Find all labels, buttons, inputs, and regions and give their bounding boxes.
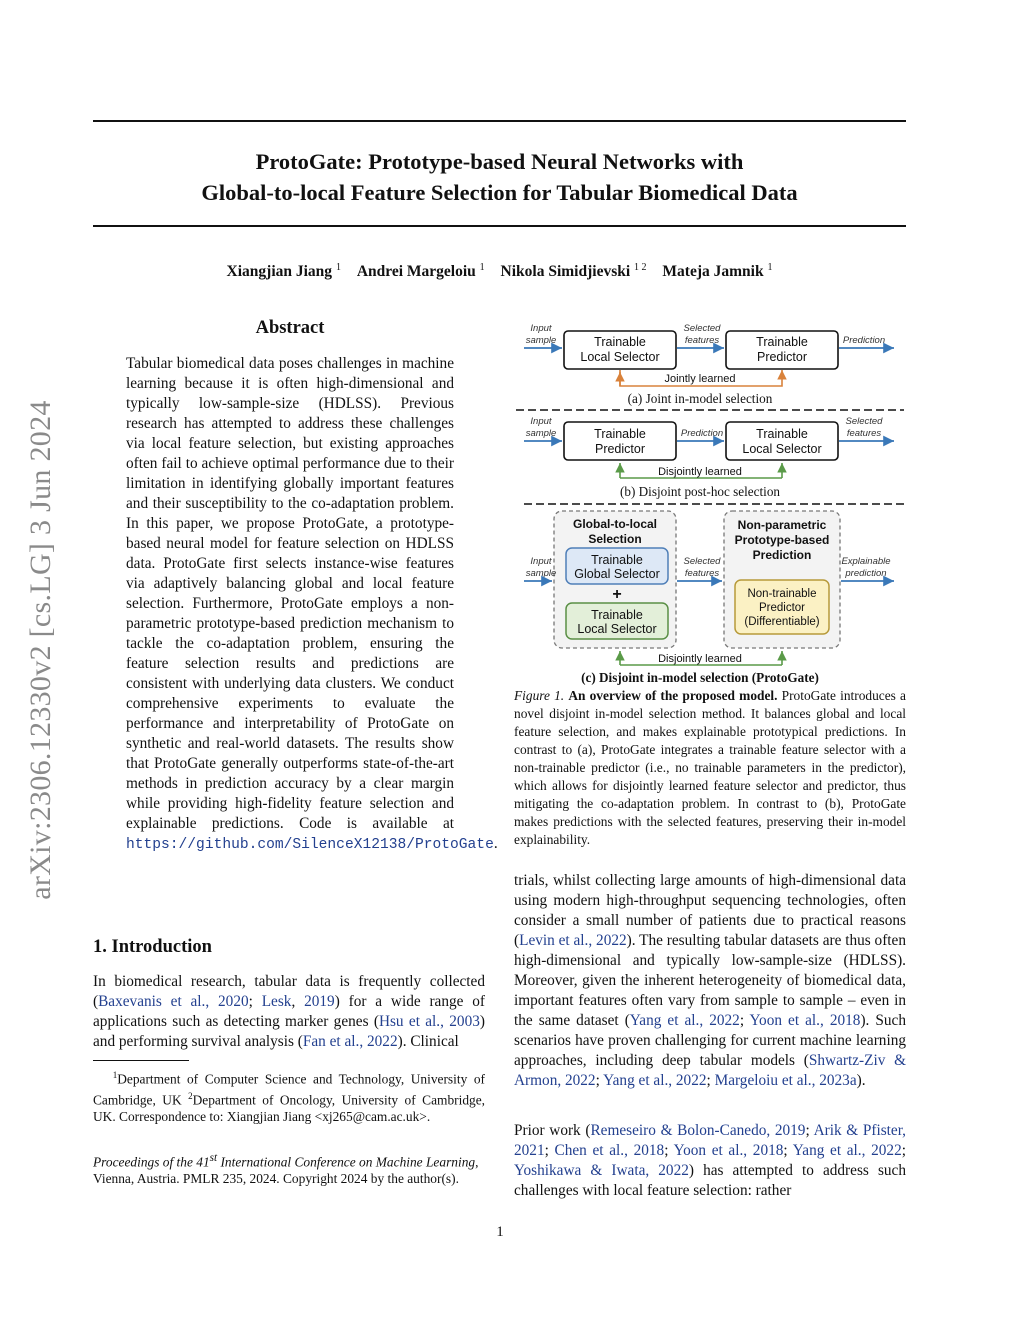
svg-text:sample: sample <box>525 428 557 439</box>
svg-text:Trainable: Trainable <box>594 427 646 441</box>
svg-text:Selected: Selected <box>683 556 721 567</box>
abstract-heading: Abstract <box>255 318 325 338</box>
citation-link[interactable]: Baxevanis et al., 2020 <box>98 993 249 1010</box>
svg-text:Local Selector: Local Selector <box>580 350 660 364</box>
svg-text:prediction: prediction <box>845 568 887 579</box>
citation-link[interactable]: Yang et al., 2022 <box>603 1072 707 1089</box>
input-label-line: Input <box>530 323 552 334</box>
disjointly-learned-label: Disjointly learned <box>658 466 742 478</box>
citation-link[interactable]: Yang et al., 2022 <box>629 1012 740 1029</box>
author <box>227 263 341 280</box>
abstract-text: Tabular biomedical data poses challenges in machine learning because it is often high-dimensional and typically low-sample-size (HDLSS). Previous research has attempted to address these challenges via local feature selection, but existing approaches often fail to achieve optimal performance due to their limitation in identifying globally important features and their susceptibility to the co-adaptation problem. In this paper, we propose ProtoGate, a prototype-based neural model for feature selection on HDLSS data. ProtoGate first selects instance-wise features via adaptively balancing global and local feature selection. Furthermore, ProtoGate employs a non-parametric prototype-based prediction mechanism to tackle the co-adaptation problem, ensuring the feature selection results and predictions are consistent with underlying data clusters. We conduct comprehensive experiments to evaluate the performance and interpretability of ProtoGate on synthetic and real-world datasets. The results show that ProtoGate generally outperforms state-of-the-art methods in prediction accuracy by a clear margin while providing high-fidelity feature selection and explainable predictions. Code is available at <box>126 355 454 832</box>
svg-text:+: + <box>612 586 622 603</box>
svg-text:features: features <box>684 335 720 346</box>
svg-text:Local Selector: Local Selector <box>577 622 657 636</box>
citation-link[interactable]: 2019 <box>304 993 335 1010</box>
panel-a <box>524 323 894 406</box>
caption-text: ProtoGate introduces a novel disjoint in-model selection method. It balances global and local feature selection, and makes explainable prototypical predictions. In contrast to (a), ProtoGate integrates a trainable feature selector with a non-trainable predictor (i.e., no trainable parameters in the predictor), which allows for disjointly learned feature selector and predictor, thus mitigating the co-adaptation problem. In contrast to (b), ProtoGate makes predictions with the selected features, preserving their in-model explainability. <box>514 688 906 847</box>
svg-text:Prediction: Prediction <box>752 548 812 562</box>
intro-paragraph-2: trials, whilst collecting large amounts of high-dimensional data using modern high-throughput sequencing technologies, often consider a small number of patients due to practical reasons (Levin et al., 2022). The resulting tabular datasets are thus often high-dimensional and typically low-sample-size (HDLSS). Moreover, given the inherent heterogeneity of biomedical data, important features often vary from sample to sample – even in the same dataset (Yang et al., 2022; Yoon et al., 2018). Such scenarios have proven challenging for current machine learning approaches, including deep tabular models (Shwartz-Ziv & Armon, 2022; Yang et al., 2022; Margeloiu et al., 2023a). <box>514 872 907 1089</box>
disjointly-learned-label: Disjointly learned <box>658 653 742 665</box>
title-line-1: ProtoGate: Prototype-based Neural Networks with <box>255 149 744 174</box>
page-number: 1 <box>496 1224 504 1240</box>
svg-text:Predictor: Predictor <box>758 602 806 614</box>
svg-text:Predictor: Predictor <box>756 350 808 364</box>
footnote-rule <box>93 1060 189 1061</box>
section-heading-introduction: 1. Introduction <box>93 937 212 957</box>
citation-link[interactable]: Remeseiro & Bolon-Canedo, 2019 <box>590 1122 806 1139</box>
author-affiliation: 1 <box>767 262 773 273</box>
citation-link[interactable]: Lesk <box>261 993 292 1010</box>
svg-text:Local Selector: Local Selector <box>742 442 822 456</box>
author-list <box>93 262 906 281</box>
author-name: Andrei Margeloiu <box>356 263 476 281</box>
svg-text:Prediction: Prediction <box>842 335 886 346</box>
code-link[interactable]: https://github.com/SilenceX12138/ProtoGate <box>126 837 494 853</box>
svg-text:features: features <box>846 428 882 439</box>
svg-text:Selected: Selected <box>845 416 883 427</box>
svg-text:Selection: Selection <box>588 532 642 546</box>
svg-text:Input: Input <box>530 556 552 567</box>
citation-link[interactable]: Arik & Pfister, 2021 <box>514 1122 906 1159</box>
svg-text:(Differentiable): (Differentiable) <box>744 616 820 628</box>
svg-text:Prediction: Prediction <box>680 428 724 439</box>
svg-text:Global Selector: Global Selector <box>574 567 660 581</box>
input-label-line: sample <box>525 335 557 346</box>
svg-text:Trainable: Trainable <box>756 335 808 349</box>
citation-link[interactable]: Fan et al., 2022 <box>302 1033 398 1050</box>
citation-link[interactable]: Yoon et al., 2018 <box>673 1142 784 1159</box>
author-name: Mateja Jamnik <box>662 263 764 281</box>
author-affiliation: 1 <box>479 262 485 273</box>
intro-paragraph-1: In biomedical research, tabular data is frequently collected (Baxevanis et al., 2020; Lesk, 2019) for a wide range of applications such as detecting marker genes (Hsu et al., 2003) and performing survival analysis (Fan et al., 2022). Clinical <box>93 973 485 1050</box>
citation-link[interactable]: Levin et al., 2022 <box>519 932 627 949</box>
author <box>501 263 647 280</box>
author-name: Nikola Simidjievski <box>500 263 631 281</box>
citation-link[interactable]: Hsu et al., 2003 <box>378 1013 480 1030</box>
svg-text:Global-to-local: Global-to-local <box>573 517 657 531</box>
author <box>662 263 772 280</box>
citation-link[interactable]: Yang et al., 2022 <box>792 1142 902 1159</box>
title-bottom-rule <box>93 225 906 227</box>
figure-1-caption <box>514 687 906 849</box>
panel-c <box>524 511 894 685</box>
figure-label: Figure 1. <box>514 688 565 703</box>
svg-text:Non-trainable: Non-trainable <box>747 588 817 600</box>
svg-text:Predictor: Predictor <box>594 442 646 456</box>
svg-text:Prototype-based: Prototype-based <box>734 533 830 547</box>
intro-paragraph-3: Prior work (Remeseiro & Bolon-Canedo, 2019; Arik & Pfister, 2021; Chen et al., 2018; Yoon et al., 2018; Yang et al., 2022; Yoshikawa & Iwata, 2022) has attempted to address such challenges with local feature selection: rather <box>514 1122 906 1199</box>
citation-link[interactable]: Yoon et al., 2018 <box>749 1012 861 1029</box>
abstract-body: Tabular biomedical data poses challenges in machine learning because it is often high-dimensional and typically low-sample-size (HDLSS). Previous research has attempted to address these challenges via local feature selection, but existing approaches often fail to achieve optimal performance due to their limitation in identifying globally important features and their susceptibility to the co-adaptation problem. In this paper, we propose ProtoGate, a prototype-based neural model for feature selection on HDLSS data. ProtoGate first selects instance-wise features via adaptively balancing global and local feature selection. Furthermore, ProtoGate employs a non-parametric prototype-based prediction mechanism to tackle the co-adaptation problem, ensuring the feature selection results and predictions are consistent with underlying data clusters. We conduct comprehensive experiments to evaluate the performance and interpretability of ProtoGate on synthetic and real-world datasets. The results show that ProtoGate generally outperforms state-of-the-art methods in prediction accuracy by a clear margin while providing high-fidelity feature selection and explainable predictions. Code is available at https://github.com/SilenceX12138/ProtoGate. <box>126 355 498 853</box>
author-affiliation: 1 <box>335 262 341 273</box>
svg-text:Trainable: Trainable <box>591 553 643 567</box>
citation-link[interactable]: Margeloiu et al., 2023a <box>714 1072 857 1089</box>
panel-c-caption: (c) Disjoint in-model selection (ProtoGate) <box>581 670 819 685</box>
author <box>357 263 485 280</box>
figure-1-diagram <box>514 318 906 686</box>
svg-text:features: features <box>684 568 720 579</box>
citation-link[interactable]: Yoshikawa & Iwata, 2022 <box>514 1162 689 1179</box>
author-name: Xiangjian Jiang <box>226 263 333 281</box>
citation-link[interactable]: Chen et al., 2018 <box>554 1142 665 1159</box>
caption-bold: An overview of the proposed model. <box>568 688 778 703</box>
arxiv-stamp: arXiv:2306.12330v2 [cs.LG] 3 Jun 2024 <box>24 400 57 900</box>
svg-text:Non-parametric: Non-parametric <box>737 518 827 532</box>
svg-text:Selected: Selected <box>683 323 721 334</box>
svg-text:Trainable: Trainable <box>756 427 808 441</box>
top-rule <box>93 120 906 122</box>
panel-b <box>524 416 894 499</box>
title-line-2: Global-to-local Feature Selection for Tabular Biomedical Data <box>201 180 798 205</box>
svg-text:Trainable: Trainable <box>591 608 643 622</box>
citation-link[interactable]: Shwartz-Ziv & Armon, 2022 <box>514 1052 907 1089</box>
panel-b-caption: (b) Disjoint post-hoc selection <box>619 484 781 499</box>
jointly-learned-label: Jointly learned <box>664 373 736 385</box>
proceedings-note: Proceedings of the 41st International Conference on Machine Learning, Vienna, Austria. PMLR 235, 2024. Copyright 2024 by the author(s). <box>93 1152 479 1186</box>
svg-text:sample: sample <box>525 568 557 579</box>
svg-text:Trainable: Trainable <box>594 335 646 349</box>
affiliation-footnote: $^1$Department of Computer Science and Technology, University of Cambridge, UK $^2$Department of Oncology, University of Cambridge, UK. Correspondence to: Xiangjian Jiang <xj265@cam.ac.uk>. <box>93 1070 486 1124</box>
panel-a-caption: (a) Joint in-model selection <box>627 391 773 406</box>
author-affiliation: 1 2 <box>634 262 647 273</box>
svg-text:Explainable: Explainable <box>841 556 891 567</box>
svg-text:Input: Input <box>530 416 552 427</box>
paper-title <box>93 146 906 208</box>
